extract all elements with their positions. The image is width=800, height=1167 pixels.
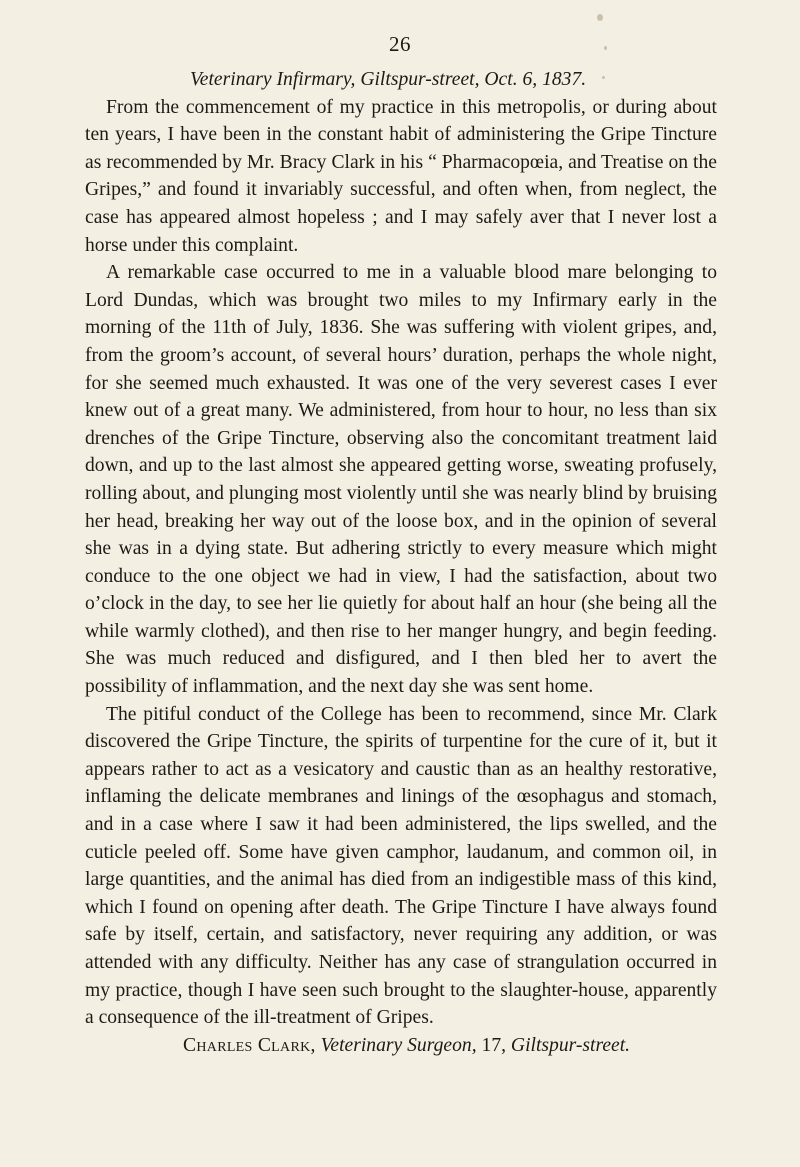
paragraph: A remarkable case occurred to me in a valuable blood mare belonging to Lord Dundas, which was brought two miles to my Infirmary early in the morning of the 11th of July, 1836. She was suffering with violent gripes, and, from the groom’s account, of several hours’ duration, perhaps the whole night, for she seemed much exhausted. It was one of the very severest cases I ever knew out of a great many. We administered, from hour to hour, no less than six drenches of the Gripe Tincture, observing also the concomitant treatment laid down, and up to the last almost she appeared getting worse, sweating profusely, rolling about, and plunging most violently until she was nearly blind by bruising her head, breaking her way out of the loose box, and in the opinion of several she was in a dying state. But adhering strictly to every measure which might conduce to the one object we had in view, I had the satisfaction, about two o’clock in the day, to see her lie quietly for about half an hour (she being all the while warmly clothed), and then rise to her manger hungry, and begin feeding. She was much reduced and disfigured, and I then bled her to avert the possibility of inflammation, and the next day she was sent home. [85,262,717,698]
signature-number: 17, [481,1034,507,1056]
signature-street: Giltspur-street. [510,1034,631,1056]
letter-heading [85,66,717,94]
heading-place: Veterinary Infirmary, Giltspur-street, [190,69,480,90]
page-body [85,66,717,1059]
signature-name: Charles Clark, [183,1034,316,1056]
signature-line [85,1032,717,1060]
paragraph: The pitiful conduct of the College has been to recommend, since Mr. Clark discovered the Gripe Tincture, the spirits of turpentine for the cure of it, but it appears rather to act as a vesicatory and caustic than as an healthy restorative, inflaming the delicate membranes and linings of the œsophagus and stomach, and in a case where I saw it had been administered, the lips swelled, and the cuticle peeled off. Some have given camphor, laudanum, and common oil, in large quantities, and the animal has died from an indigestible mass of this kind, which I found on opening after death. The Gripe Tincture I have always found safe by itself, certain, and satisfactory, never requiring any addition, or was attended with any difficulty. Neither has any case of strangulation occurred in my practice, though I have seen such brought to the slaughter-house, apparently a consequence of the ill-treatment of Gripes. [85,703,717,1029]
signature-title: Veterinary Surgeon, [320,1034,477,1056]
page-number: 26 [389,32,411,56]
heading-date: Oct. 6, 1837. [484,69,587,90]
paper-speck [597,14,603,21]
paragraph: From the commencement of my practice in this metropolis, or during about ten years, I have been in the constant habit of administering the Gripe Tincture as recommended by Mr. Bracy Clark in his “ Pharmacopœia, and Treatise on the Gripes,” and found it invariably successful, and often when, from neglect, the case has appeared almost hopeless ; and I may safely aver that I never lost a horse under this complaint. [85,96,717,256]
